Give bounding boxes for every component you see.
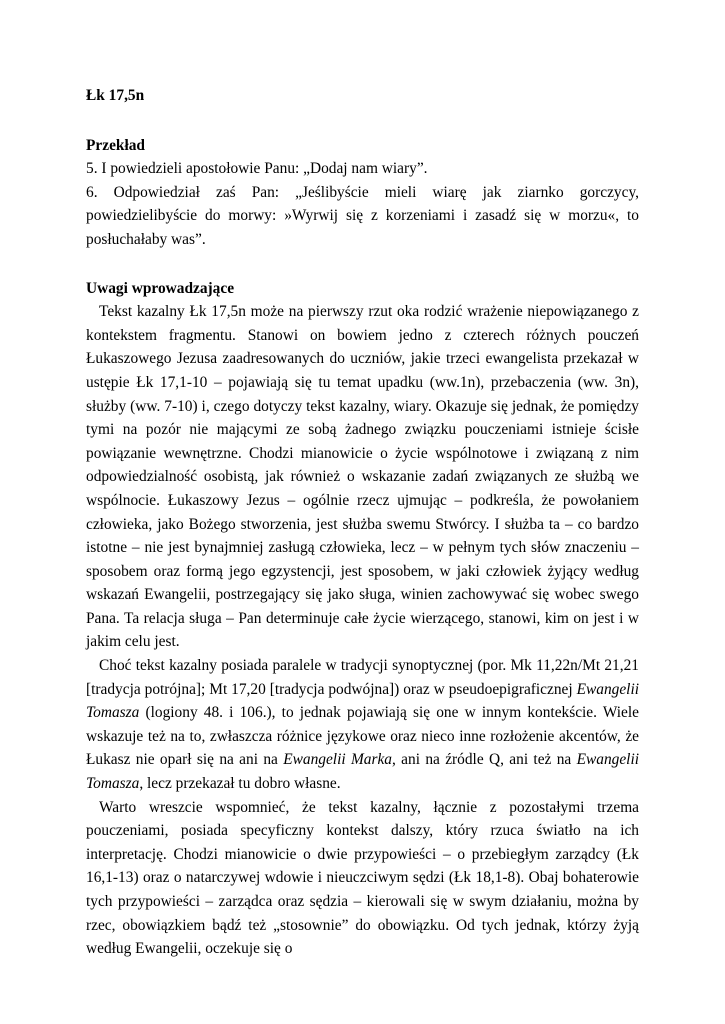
intro-paragraph-2 [86,654,639,796]
paragraph-2-text-1: Choć tekst kazalny posiada paralele w tradycji synoptycznej (por. Mk 11,22n/Mt 21,21 [tradycja potrójna]; Mt 17,20 [tradycja podwójna]) oraz w pseudoepigraficznej [86,657,639,698]
document-title: Łk 17,5n [86,87,145,104]
intro-paragraph-3: Warto wreszcie wspomnieć, że tekst kazalny, łącznie z pozostałymi trzema pouczeniami, posiada specyficzny kontekst dalszy, który rzuca światło na ich interpretację. Chodzi mianowicie o dwie przypowieści – o przebiegłym zarządcy (Łk 16,1-13) oraz o natarczywej wdowie i nieuczciwym sędzi (Łk 18,1-8). Obaj bohaterowie tych przypowieści – zarządca oraz sędzia – kierowali się w swym działaniu, można by rzec, obowiązkiem bądź też „stosownie” do obowiązku. Od tych jednak, którzy żyją według Ewangelii, oczekuje się o [86,798,639,958]
gospel-of-thomas-ref-2: Ewangelii Tomasza [86,751,639,793]
verse-6: 6. Odpowiedział zaś Pan: „Jeślibyście mieli wiarę jak ziarnko gorczycy, powiedzielibyście do morwy: »Wyrwij się z korzeniami i zasadź się w morzu«, to posłuchałaby was”. [86,183,639,248]
document-body [86,84,639,961]
intro-paragraph-1: Tekst kazalny Łk 17,5n może na pierwszy rzut oka rodzić wrażenie niepowiązanego z kontekstem fragmentu. Stanowi on bowiem jedno z czterech różnych pouczeń Łukaszowego Jezusa zaadresowanych do uczniów, jakie trzeci ewangelista przekazał w ustępie Łk 17,1-10 – pojawiają się tu temat upadku (ww.1n), przebaczenia (ww. 3n), służby (ww. 7-10) i, czego dotyczy tekst kazalny, wiary. Okazuje się jednak, że pomiędzy tymi na pozór nie mającymi ze sobą żadnego związku pouczeniami istnieje ścisłe powiązanie wewnętrzne. Chodzi mianowicie o życie wspólnotowe i związaną z nim odpowiedzialność osobistą, jak również o wskazanie zadań związanych ze służbą we wspólnocie. Łukaszowy Jezus – ogólnie rzecz ujmując – podkreśla, że powołaniem człowieka, jako Bożego stworzenia, jest służba swemu Stwórcy. I służba ta – co bardzo istotne – nie jest bynajmniej zasługą człowieka, lecz – w pełnym tych słów znaczeniu – sposobem oraz formą jego egzystencji, jest sposobem, w jaki człowiek żyjący według wskazań Ewangelii, postrzegający się jako sługa, winien zachowywać się wobec swego Pana. Ta relacja sługa – Pan determinuje całe życie wierzącego, stanowi, kim on jest i w jakim celu jest. [86,303,639,651]
intro-heading: Uwagi wprowadzające [86,279,235,297]
gospel-of-mark-ref: Ewangelii Marka [283,751,392,769]
paragraph-2-text-4: , lecz przekazał tu dobro własne. [139,775,341,793]
translation-heading: Przekład [86,136,145,154]
verse-5: 5. I powiedzieli apostołowie Panu: „Dodaj nam wiary”. [86,160,428,178]
gospel-of-thomas-ref-1: Ewangelii Tomasza [86,680,639,722]
paragraph-2-text-3: , ani na źródle Q, ani też na [392,751,577,769]
paragraph-2-text-2: (logiony 48. i 106.), to jednak pojawiają się one w innym kontekście. Wiele wskazuje też na to, zwłaszcza różnice językowe oraz nieco inne rozłożenie akcentów, że Łukasz nie oparł się na ani na [86,704,639,769]
